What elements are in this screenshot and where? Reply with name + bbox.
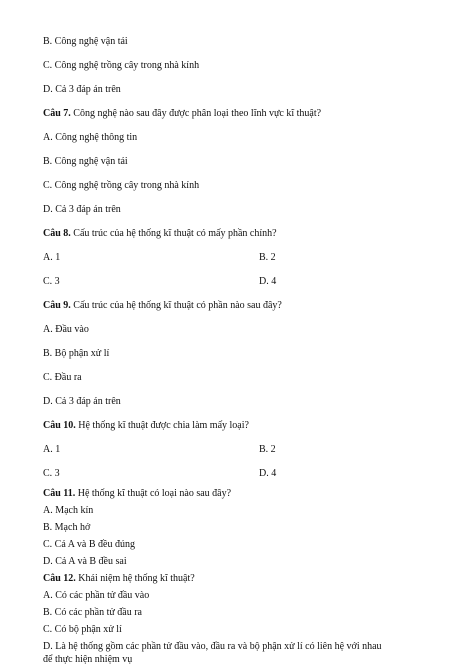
question-text: Công nghệ nào sau đây được phân loại theo lĩnh vực kĩ thuật? bbox=[70, 108, 322, 119]
option-line: D. 4 bbox=[259, 468, 277, 479]
option-line: A. Công nghệ thông tin bbox=[43, 132, 138, 143]
question-text: Hệ thống kĩ thuật có loại nào sau đây? bbox=[75, 488, 232, 499]
question-8 bbox=[43, 228, 277, 240]
option-line: C. Công nghệ trồng cây trong nhà kính bbox=[43, 60, 200, 71]
option-line: C. 3 bbox=[43, 276, 60, 287]
option-line: C. 3 bbox=[43, 468, 60, 479]
option-line: B. Mạch hở bbox=[43, 522, 91, 533]
option-line: để thực hiện nhiệm vụ bbox=[43, 654, 133, 665]
option-line: B. Có các phần tử đầu ra bbox=[43, 607, 142, 618]
option-line: D. Cả 3 đáp án trên bbox=[43, 84, 121, 95]
option-line: C. Có bộ phận xử lí bbox=[43, 624, 122, 635]
option-line: B. Công nghệ vận tải bbox=[43, 156, 128, 167]
question-number: Câu 8. bbox=[43, 228, 71, 239]
option-line: A. Có các phần tử đầu vào bbox=[43, 590, 150, 601]
option-line: B. 2 bbox=[259, 444, 276, 455]
option-line: C. Công nghệ trồng cây trong nhà kính bbox=[43, 180, 200, 191]
question-text: Cấu trúc của hệ thống kĩ thuật có mấy phần chính? bbox=[70, 228, 277, 239]
option-line: D. 4 bbox=[259, 276, 277, 287]
question-text: Cấu trúc của hệ thống kĩ thuật có phần nào sau đây? bbox=[70, 300, 282, 311]
option-line: D. Cả A và B đều sai bbox=[43, 556, 127, 567]
option-line: C. Đầu ra bbox=[43, 372, 82, 383]
question-number: Câu 10. bbox=[43, 420, 76, 431]
question-number: Câu 11. bbox=[43, 488, 76, 499]
question-number: Câu 9. bbox=[43, 300, 71, 311]
question-9 bbox=[43, 300, 282, 312]
question-10 bbox=[43, 420, 249, 432]
option-line: D. Cả 3 đáp án trên bbox=[43, 396, 121, 407]
option-line: A. Đầu vào bbox=[43, 324, 89, 335]
option-line: A. 1 bbox=[43, 252, 61, 263]
question-7 bbox=[43, 108, 321, 120]
option-line: B. Công nghệ vận tải bbox=[43, 36, 128, 47]
option-line: D. Là hệ thống gồm các phần tử đầu vào, đầu ra và bộ phận xử lí có liên hệ với nhau bbox=[43, 641, 382, 652]
option-line: B. Bộ phận xử lí bbox=[43, 348, 110, 359]
question-number: Câu 7. bbox=[43, 108, 71, 119]
option-line: A. 1 bbox=[43, 444, 61, 455]
question-number: Câu 12. bbox=[43, 573, 76, 584]
option-line: A. Mạch kín bbox=[43, 505, 94, 516]
option-line: C. Cả A và B đều đúng bbox=[43, 539, 135, 550]
option-line: B. 2 bbox=[259, 252, 276, 263]
question-12 bbox=[43, 573, 195, 585]
question-text: Hệ thống kĩ thuật được chia làm mấy loại? bbox=[75, 420, 249, 431]
option-line: D. Cả 3 đáp án trên bbox=[43, 204, 121, 215]
question-11 bbox=[43, 488, 231, 500]
question-text: Khái niệm hệ thống kĩ thuật? bbox=[75, 573, 195, 584]
